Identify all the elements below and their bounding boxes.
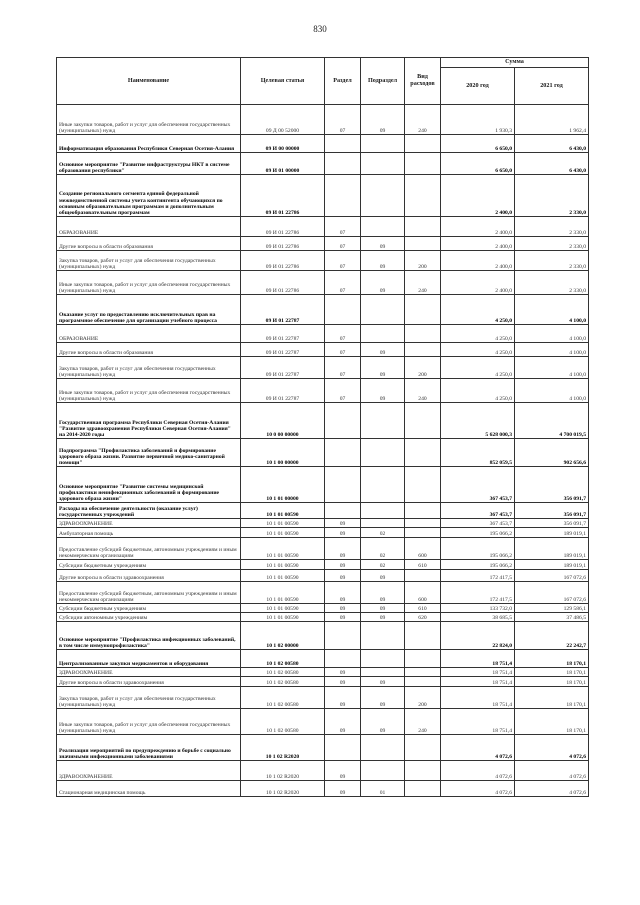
cell-section: 07 [325, 379, 361, 403]
cell-y2: 2 330,0 [515, 271, 589, 295]
cell-y2: 2 330,0 [515, 217, 589, 237]
cell-name: Амбулаторная помощь [57, 528, 241, 538]
cell-y2: 4 100,0 [515, 357, 589, 379]
cell-name: Иные закупки товаров, работ и услуг для обеспечения государственных (муниципальных) нужд [57, 105, 241, 135]
cell-article: 10 0 00 00000 [241, 403, 325, 439]
cell-y2: 2 330,0 [515, 175, 589, 217]
table-row [57, 503, 589, 519]
cell-y2: 2 330,0 [515, 251, 589, 271]
cell-type [405, 237, 441, 251]
cell-sub: 09 [361, 709, 405, 735]
cell-sub: 09 [361, 687, 405, 709]
cell-section: 07 [325, 325, 361, 343]
cell-section: 09 [325, 709, 361, 735]
cell-article: 09 И 01 22787 [241, 357, 325, 379]
cell-name: ОБРАЗОВАНИЕ [57, 325, 241, 343]
cell-sub: 09 [361, 251, 405, 271]
cell-name: Субсидии автономным учреждениям [57, 613, 241, 622]
cell-y2: 2 330,0 [515, 237, 589, 251]
cell-y1: 4 072,6 [441, 735, 515, 761]
cell-type [405, 467, 441, 503]
cell-y1: 4 072,6 [441, 781, 515, 797]
cell-type [405, 217, 441, 237]
header-year-2021: 2021 год [515, 68, 589, 105]
table-row [57, 439, 589, 467]
cell-section: 07 [325, 357, 361, 379]
cell-type: 200 [405, 251, 441, 271]
cell-section [325, 439, 361, 467]
cell-sub: 09 [361, 604, 405, 613]
cell-section: 09 [325, 538, 361, 560]
cell-name: ЗДРАВООХРАНЕНИЕ [57, 668, 241, 677]
cell-y1: 4 250,0 [441, 379, 515, 403]
cell-y1: 22 824,0 [441, 622, 515, 650]
cell-y2: 356 091,7 [515, 467, 589, 503]
cell-sub [361, 503, 405, 519]
cell-y1: 2 400,0 [441, 217, 515, 237]
cell-sub [361, 519, 405, 528]
cell-type [405, 781, 441, 797]
cell-sub: 09 [361, 677, 405, 687]
table-row [57, 403, 589, 439]
cell-y1: 4 072,6 [441, 761, 515, 781]
cell-name: ЗДРАВООХРАНЕНИЕ [57, 519, 241, 528]
cell-article: 10 1 02 00580 [241, 687, 325, 709]
cell-article: 10 1 02 00580 [241, 677, 325, 687]
cell-name: Основное мероприятие "Развитие инфраструктуры НКТ в системе образования республики" [57, 153, 241, 175]
table-row [57, 622, 589, 650]
cell-y2: 4 100,0 [515, 295, 589, 325]
cell-sub: 02 [361, 538, 405, 560]
cell-sub [361, 439, 405, 467]
header-sum: Сумма [441, 58, 589, 68]
cell-type [405, 343, 441, 357]
cell-y2: 4 072,6 [515, 761, 589, 781]
cell-sub [361, 761, 405, 781]
table-row [57, 650, 589, 668]
cell-y2: 167 072,6 [515, 582, 589, 604]
cell-section: 07 [325, 343, 361, 357]
table-row [57, 668, 589, 677]
table-row [57, 467, 589, 503]
cell-name: Централизованные закупки медикаментов и оборудования [57, 650, 241, 668]
cell-type: 200 [405, 687, 441, 709]
cell-article: 10 1 01 00590 [241, 570, 325, 582]
page-number: 830 [313, 24, 327, 34]
cell-section: 07 [325, 105, 361, 135]
cell-section [325, 403, 361, 439]
table-row [57, 528, 589, 538]
cell-name: Другие вопросы в области здравоохранения [57, 570, 241, 582]
cell-name: Закупка товаров, работ и услуг для обеспечения государственных (муниципальных) нужд [57, 251, 241, 271]
cell-article: 10 1 01 00590 [241, 519, 325, 528]
header-section: Раздел [325, 58, 361, 105]
cell-article: 10 1 00 00000 [241, 439, 325, 467]
cell-article: 09 И 01 22786 [241, 175, 325, 217]
cell-y1: 367 453,7 [441, 519, 515, 528]
cell-type: 240 [405, 709, 441, 735]
table-row [57, 343, 589, 357]
cell-sub: 09 [361, 570, 405, 582]
cell-section [325, 295, 361, 325]
cell-sub: 09 [361, 271, 405, 295]
table-row [57, 237, 589, 251]
cell-y1: 367 453,7 [441, 467, 515, 503]
cell-y2: 6 430,0 [515, 153, 589, 175]
table-body [57, 105, 589, 797]
header-expense-type: Вид расходов [405, 58, 441, 105]
cell-y1: 4 250,0 [441, 325, 515, 343]
cell-type: 240 [405, 379, 441, 403]
cell-sub: 02 [361, 528, 405, 538]
cell-type: 600 [405, 538, 441, 560]
cell-type [405, 677, 441, 687]
cell-sub [361, 175, 405, 217]
cell-y1: 18 751,4 [441, 687, 515, 709]
cell-sub: 09 [361, 343, 405, 357]
cell-y2: 18 170,1 [515, 668, 589, 677]
cell-y1: 2 400,0 [441, 271, 515, 295]
table-row [57, 357, 589, 379]
cell-type [405, 175, 441, 217]
budget-table [56, 57, 589, 797]
cell-section: 09 [325, 528, 361, 538]
cell-y2: 18 170,1 [515, 687, 589, 709]
cell-name: Субсидии бюджетным учреждениям [57, 604, 241, 613]
cell-y2: 129 586,1 [515, 604, 589, 613]
cell-sub [361, 403, 405, 439]
cell-y1: 4 250,0 [441, 357, 515, 379]
cell-name: Основное мероприятие "Развитие системы медицинской профилактики неинфекционных заболеваний и формирование здорового образа жизни" [57, 467, 241, 503]
cell-y2: 4 072,6 [515, 781, 589, 797]
cell-section: 09 [325, 781, 361, 797]
cell-y2: 4 100,0 [515, 379, 589, 403]
table-row [57, 295, 589, 325]
table-row [57, 519, 589, 528]
cell-y2: 22 242,7 [515, 622, 589, 650]
cell-section [325, 153, 361, 175]
cell-type [405, 570, 441, 582]
cell-y1: 195 066,2 [441, 560, 515, 570]
cell-sub [361, 735, 405, 761]
cell-name: Другие вопросы в области образования [57, 237, 241, 251]
cell-article: 09 И 01 22787 [241, 343, 325, 357]
cell-section: 09 [325, 613, 361, 622]
table-row [57, 613, 589, 622]
cell-section [325, 175, 361, 217]
cell-section: 09 [325, 687, 361, 709]
table-row [57, 325, 589, 343]
cell-sub [361, 467, 405, 503]
table-row [57, 217, 589, 237]
cell-name: Стационарная медицинская помощь [57, 781, 241, 797]
cell-y2: 167 072,6 [515, 570, 589, 582]
cell-y1: 367 453,7 [441, 503, 515, 519]
cell-article: 09 И 01 22786 [241, 271, 325, 295]
cell-article: 10 1 02 00000 [241, 622, 325, 650]
cell-y1: 6 650,0 [441, 153, 515, 175]
cell-sub: 09 [361, 237, 405, 251]
cell-type [405, 650, 441, 668]
cell-article: 10 1 01 00590 [241, 560, 325, 570]
cell-name: Предоставление субсидий бюджетным, автономным учреждениям и иным некоммерческим организациям [57, 582, 241, 604]
cell-type [405, 761, 441, 781]
cell-sub [361, 153, 405, 175]
cell-name: Закупка товаров, работ и услуг для обеспечения государственных (муниципальных) нужд [57, 687, 241, 709]
cell-type: 240 [405, 271, 441, 295]
cell-article: 10 1 02 R2020 [241, 781, 325, 797]
cell-name: ОБРАЗОВАНИЕ [57, 217, 241, 237]
cell-section [325, 650, 361, 668]
cell-sub: 01 [361, 781, 405, 797]
cell-sub: 09 [361, 582, 405, 604]
cell-type [405, 528, 441, 538]
cell-y1: 18 751,4 [441, 677, 515, 687]
table-row [57, 677, 589, 687]
cell-y1: 2 400,0 [441, 251, 515, 271]
cell-y2: 1 962,4 [515, 105, 589, 135]
table-row [57, 761, 589, 781]
cell-y2: 18 170,1 [515, 650, 589, 668]
table-row [57, 781, 589, 797]
cell-y2: 18 170,1 [515, 677, 589, 687]
cell-article: 09 И 01 22787 [241, 295, 325, 325]
cell-y1: 18 751,4 [441, 709, 515, 735]
table-row [57, 153, 589, 175]
cell-y1: 195 066,2 [441, 538, 515, 560]
cell-y1: 2 400,0 [441, 237, 515, 251]
cell-section [325, 622, 361, 650]
cell-y2: 4 072,6 [515, 735, 589, 761]
cell-y1: 852 059,5 [441, 439, 515, 467]
cell-name: Основное мероприятие "Профилактика инфекционных заболеваний, в том числе иммунопрофилактика" [57, 622, 241, 650]
cell-y1: 6 650,0 [441, 135, 515, 153]
cell-sub: 02 [361, 560, 405, 570]
table-row [57, 604, 589, 613]
cell-sub [361, 135, 405, 153]
cell-y2: 356 091,7 [515, 519, 589, 528]
cell-y1: 1 930,3 [441, 105, 515, 135]
table-row [57, 538, 589, 560]
cell-name: Субсидии бюджетным учреждениям [57, 560, 241, 570]
header-year-2020: 2020 год [441, 68, 515, 105]
cell-name: Создание регионального сегмента единой федеральной межведомственной системы учета контингента обучающихся по основным образовательным программам и дополнительным общеобразовательным программам [57, 175, 241, 217]
cell-article: 09 И 01 22787 [241, 379, 325, 403]
table-row [57, 135, 589, 153]
cell-section [325, 467, 361, 503]
cell-y1: 133 732,0 [441, 604, 515, 613]
cell-y1: 172 417,5 [441, 582, 515, 604]
cell-y2: 4 100,0 [515, 343, 589, 357]
cell-article: 09 И 01 22786 [241, 237, 325, 251]
cell-sub [361, 295, 405, 325]
cell-sub [361, 217, 405, 237]
cell-name: Иные закупки товаров, работ и услуг для обеспечения государственных (муниципальных) нужд [57, 379, 241, 403]
cell-type: 200 [405, 357, 441, 379]
table-row [57, 251, 589, 271]
cell-type: 610 [405, 604, 441, 613]
cell-name: Расходы на обеспечение деятельности (оказание услуг) государственных учреждений [57, 503, 241, 519]
cell-type: 620 [405, 613, 441, 622]
cell-article: 10 1 02 R2020 [241, 761, 325, 781]
cell-article: 09 И 01 22787 [241, 325, 325, 343]
cell-article: 09 Д 00 52000 [241, 105, 325, 135]
cell-name: Иные закупки товаров, работ и услуг для обеспечения государственных (муниципальных) нужд [57, 271, 241, 295]
cell-section: 09 [325, 519, 361, 528]
cell-section: 07 [325, 251, 361, 271]
cell-y1: 18 751,4 [441, 668, 515, 677]
cell-y2: 18 170,1 [515, 709, 589, 735]
header-subsection: Подраздел [361, 58, 405, 105]
cell-article: 10 1 02 00580 [241, 709, 325, 735]
cell-y1: 4 250,0 [441, 343, 515, 357]
cell-type: 600 [405, 582, 441, 604]
cell-y1: 18 751,4 [441, 650, 515, 668]
cell-section: 09 [325, 570, 361, 582]
cell-y2: 6 430,0 [515, 135, 589, 153]
cell-section: 09 [325, 761, 361, 781]
cell-y2: 4 100,0 [515, 325, 589, 343]
cell-article: 10 1 01 00590 [241, 503, 325, 519]
cell-article: 09 И 01 22786 [241, 217, 325, 237]
table-row [57, 709, 589, 735]
cell-sub [361, 325, 405, 343]
cell-type [405, 153, 441, 175]
cell-type [405, 668, 441, 677]
cell-y2: 902 656,6 [515, 439, 589, 467]
cell-y1: 2 400,0 [441, 175, 515, 217]
cell-sub [361, 622, 405, 650]
cell-y2: 189 019,1 [515, 560, 589, 570]
cell-type [405, 135, 441, 153]
cell-section: 07 [325, 217, 361, 237]
cell-type: 240 [405, 105, 441, 135]
cell-y2: 189 019,1 [515, 528, 589, 538]
cell-article: 09 И 01 22786 [241, 251, 325, 271]
cell-article: 10 1 01 00000 [241, 467, 325, 503]
cell-article: 10 1 01 00590 [241, 613, 325, 622]
cell-type [405, 403, 441, 439]
cell-y2: 4 700 019,5 [515, 403, 589, 439]
cell-y1: 38 685,5 [441, 613, 515, 622]
cell-type [405, 325, 441, 343]
cell-y1: 172 417,5 [441, 570, 515, 582]
cell-article: 10 1 01 00590 [241, 528, 325, 538]
cell-name: Информатизация образования Республики Северная Осетия-Алания [57, 135, 241, 153]
cell-name: Подпрограмма "Профилактика заболеваний и формирование здорового образа жизни. Развитие первичной медико-санитарной помощи" [57, 439, 241, 467]
cell-name: Другие вопросы в области здравоохранения [57, 677, 241, 687]
cell-article: 10 1 01 00590 [241, 604, 325, 613]
cell-y2: 37 486,5 [515, 613, 589, 622]
table-row [57, 560, 589, 570]
cell-name: Реализация мероприятий по предупреждению и борьбе с социально значимыми инфекционными заболеваниями [57, 735, 241, 761]
cell-y1: 4 250,0 [441, 295, 515, 325]
cell-type [405, 503, 441, 519]
table-row [57, 271, 589, 295]
cell-sub: 09 [361, 613, 405, 622]
table-row [57, 687, 589, 709]
table-row [57, 570, 589, 582]
table-row [57, 379, 589, 403]
cell-name: ЗДРАВООХРАНЕНИЕ [57, 761, 241, 781]
cell-y1: 5 628 000,3 [441, 403, 515, 439]
cell-name: Другие вопросы в области образования [57, 343, 241, 357]
cell-type [405, 439, 441, 467]
cell-sub: 09 [361, 379, 405, 403]
cell-sub [361, 668, 405, 677]
cell-section: 09 [325, 668, 361, 677]
cell-article: 10 1 02 00580 [241, 668, 325, 677]
cell-name: Государственная программа Республики Северная Осетия-Алания "Развитие здравоохранения Республики Северная Осетия-Алания" на 2014-2020 годы [57, 403, 241, 439]
cell-article: 10 1 01 00590 [241, 538, 325, 560]
cell-name: Предоставление субсидий бюджетным, автономным учреждениям и иным некоммерческим организациям [57, 538, 241, 560]
cell-y1: 195 066,2 [441, 528, 515, 538]
cell-type [405, 735, 441, 761]
cell-section: 09 [325, 677, 361, 687]
table-row [57, 175, 589, 217]
cell-y2: 356 091,7 [515, 503, 589, 519]
cell-article: 10 1 01 00590 [241, 582, 325, 604]
cell-section: 07 [325, 237, 361, 251]
cell-article: 10 1 02 00580 [241, 650, 325, 668]
cell-section: 07 [325, 271, 361, 295]
table-row [57, 582, 589, 604]
table-row [57, 735, 589, 761]
header-article: Целевая статья [241, 58, 325, 105]
cell-section [325, 135, 361, 153]
cell-article: 09 И 00 00000 [241, 135, 325, 153]
cell-sub: 09 [361, 105, 405, 135]
cell-y2: 189 019,1 [515, 538, 589, 560]
cell-article: 10 1 02 R2020 [241, 735, 325, 761]
cell-name: Иные закупки товаров, работ и услуг для обеспечения государственных (муниципальных) нужд [57, 709, 241, 735]
cell-section [325, 503, 361, 519]
cell-name: Оказание услуг по предоставлению исключительных прав на программное обеспечение для организации учебного процесса [57, 295, 241, 325]
cell-sub: 09 [361, 357, 405, 379]
cell-article: 09 И 01 00000 [241, 153, 325, 175]
cell-type [405, 295, 441, 325]
cell-type [405, 622, 441, 650]
cell-name: Закупка товаров, работ и услуг для обеспечения государственных (муниципальных) нужд [57, 357, 241, 379]
table-row [57, 105, 589, 135]
header-name: Наименование [57, 58, 241, 105]
cell-sub [361, 650, 405, 668]
cell-type [405, 519, 441, 528]
cell-section: 09 [325, 604, 361, 613]
cell-section: 09 [325, 560, 361, 570]
cell-section: 09 [325, 582, 361, 604]
cell-section [325, 735, 361, 761]
cell-type: 610 [405, 560, 441, 570]
